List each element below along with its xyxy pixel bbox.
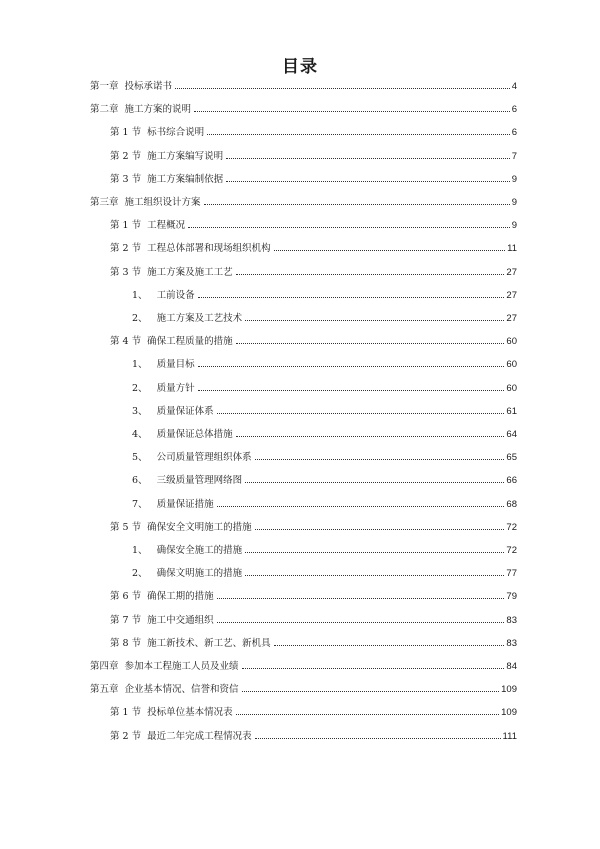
toc-entry[interactable]: [90, 683, 517, 697]
dot-leader: [198, 366, 505, 367]
toc-entry[interactable]: [132, 544, 517, 558]
dot-leader: [236, 436, 505, 437]
toc-entry-label: 2、 质量方针: [132, 382, 195, 394]
toc-entry-page-number: 83: [506, 637, 517, 649]
dot-leader: [207, 134, 510, 135]
dot-leader: [217, 506, 505, 507]
toc-entry[interactable]: [110, 173, 517, 187]
toc-entry-page-number: 84: [506, 661, 517, 672]
dot-leader: [188, 227, 510, 228]
page-title: 目录: [282, 57, 318, 77]
toc-entry[interactable]: [132, 358, 517, 372]
toc-entry-label: 第三章 施工组织设计方案: [90, 197, 201, 208]
toc-entry[interactable]: [110, 150, 517, 164]
toc-entry[interactable]: [132, 289, 517, 303]
toc-entry-label: 第 2 节 工程总体部署和现场组织机构: [110, 243, 271, 255]
toc-entry-label: 6、 三级质量管理网络图: [132, 475, 243, 487]
toc-entry-page-number: 77: [506, 568, 517, 580]
toc-entry-page-number: 79: [506, 591, 517, 603]
toc-entry[interactable]: [90, 660, 517, 674]
toc-entry-page-number: 27: [506, 266, 517, 278]
toc-entry-label: 第 5 节 确保安全文明施工的措施: [110, 521, 252, 533]
toc-entry-label: 第一章 投标承诺书: [90, 81, 173, 92]
toc-entry-page-number: 6: [511, 127, 517, 139]
dot-leader: [236, 274, 505, 275]
toc-entry[interactable]: [132, 567, 517, 581]
toc-entry[interactable]: [110, 335, 517, 349]
dot-leader: [198, 390, 505, 391]
toc-entry[interactable]: [110, 219, 517, 233]
toc-entry-page-number: 109: [501, 684, 517, 696]
toc-entry[interactable]: [110, 242, 517, 256]
toc-entry-page-number: 66: [506, 475, 517, 487]
toc-entry-label: 第 8 节 施工新技术、新工艺、新机具: [110, 637, 271, 649]
dot-leader: [217, 598, 505, 599]
toc-entry-page-number: 9: [511, 220, 517, 232]
toc-entry[interactable]: [132, 405, 517, 419]
dot-leader: [217, 413, 505, 414]
toc-entry[interactable]: [110, 637, 517, 651]
toc-entry[interactable]: [132, 312, 517, 326]
dot-leader: [245, 482, 504, 483]
toc-entry-label: 1、 工前设备: [132, 289, 195, 301]
toc-entry[interactable]: [110, 521, 517, 535]
toc-entry-label: 7、 质量保证措施: [132, 498, 214, 510]
toc-entry-label: 3、 质量保证体系: [132, 405, 214, 417]
toc-entry-page-number: 27: [506, 289, 517, 301]
toc-entry-label: 第 4 节 确保工程质量的措施: [110, 336, 233, 348]
toc-entry[interactable]: [132, 451, 517, 465]
toc-entry[interactable]: [110, 730, 517, 744]
toc-entry-page-number: 60: [506, 336, 517, 348]
toc-entry-page-number: 111: [502, 730, 517, 742]
toc-entry-label: 第 3 节 施工方案及施工工艺: [110, 266, 233, 278]
toc-entry-page-number: 109: [501, 707, 517, 719]
toc-entry-label: 第 1 节 投标单位基本情况表: [110, 707, 233, 719]
toc-entry-label: 第 1 节 工程概况: [110, 220, 186, 232]
toc-entry-label: 第 7 节 施工中交通组织: [110, 614, 214, 626]
dot-leader: [242, 668, 505, 669]
toc-entry-label: 2、 确保文明施工的措施: [132, 568, 243, 580]
toc-entry[interactable]: [132, 428, 517, 442]
toc-entry-page-number: 72: [506, 521, 517, 533]
dot-leader: [255, 529, 505, 530]
dot-leader: [226, 158, 510, 159]
toc-entry-label: 2、 施工方案及工艺技术: [132, 313, 243, 324]
toc-entry-label: 第 1 节 标书综合说明: [110, 127, 205, 139]
toc-entry[interactable]: [90, 80, 517, 94]
dot-leader: [245, 575, 504, 576]
toc-entry-label: 第 2 节 施工方案编写说明: [110, 150, 224, 162]
dot-leader: [236, 343, 505, 344]
toc-entry-page-number: 4: [511, 81, 517, 92]
dot-leader: [255, 738, 501, 739]
toc-entry-label: 第 2 节 最近二年完成工程情况表: [110, 730, 252, 742]
dot-leader: [255, 459, 505, 460]
dot-leader: [245, 552, 504, 553]
dot-leader: [217, 622, 505, 623]
dot-leader: [198, 297, 505, 298]
toc-entry-page-number: 7: [511, 150, 517, 162]
toc-entry-page-number: 11: [507, 243, 517, 255]
dot-leader: [204, 204, 510, 205]
toc-entry[interactable]: [132, 382, 517, 396]
toc-entry-label: 第 3 节 施工方案编制依据: [110, 173, 224, 185]
toc-entry-page-number: 83: [506, 614, 517, 626]
toc-entry-label: 第二章 施工方案的说明: [90, 104, 192, 116]
toc-entry-label: 第五章 企业基本情况、信誉和资信: [90, 684, 239, 696]
toc-entry-page-number: 61: [506, 405, 517, 417]
toc-entry-page-number: 68: [506, 498, 517, 510]
toc-entry-page-number: 9: [511, 197, 517, 208]
toc-entry-label: 1、 质量目标: [132, 359, 195, 371]
toc-entry[interactable]: [110, 266, 517, 280]
toc-entry[interactable]: [110, 614, 517, 628]
toc-entry[interactable]: [90, 196, 517, 210]
toc-entry-page-number: 6: [511, 104, 517, 116]
toc-entry-label: 第四章 参加本工程施工人员及业绩: [90, 661, 239, 672]
toc-entry-page-number: 27: [506, 313, 517, 324]
toc-entry-page-number: 9: [511, 173, 517, 185]
toc-entry[interactable]: [110, 590, 517, 604]
toc-entry[interactable]: [110, 706, 517, 720]
dot-leader: [274, 250, 506, 251]
toc-entry[interactable]: [132, 474, 517, 488]
toc-entry-page-number: 60: [506, 382, 517, 394]
dot-leader: [194, 111, 510, 112]
toc-entry-label: 4、 质量保证总体措施: [132, 429, 233, 440]
dot-leader: [242, 691, 500, 692]
toc-entry-label: 第 6 节 确保工期的措施: [110, 591, 214, 603]
dot-leader: [236, 714, 500, 715]
dot-leader: [226, 181, 510, 182]
toc-entry-label: 1、 确保安全施工的措施: [132, 545, 243, 556]
toc-entry-label: 5、 公司质量管理组织体系: [132, 452, 252, 464]
toc-entry-page-number: 64: [506, 429, 517, 440]
toc-entry[interactable]: [132, 498, 517, 512]
toc-entry-page-number: 72: [506, 545, 517, 556]
dot-leader: [175, 88, 510, 89]
toc-entry[interactable]: [90, 103, 517, 117]
dot-leader: [274, 645, 505, 646]
toc-entry[interactable]: [110, 126, 517, 140]
toc-entry-page-number: 60: [506, 359, 517, 371]
dot-leader: [245, 320, 504, 321]
toc-entry-page-number: 65: [506, 452, 517, 464]
